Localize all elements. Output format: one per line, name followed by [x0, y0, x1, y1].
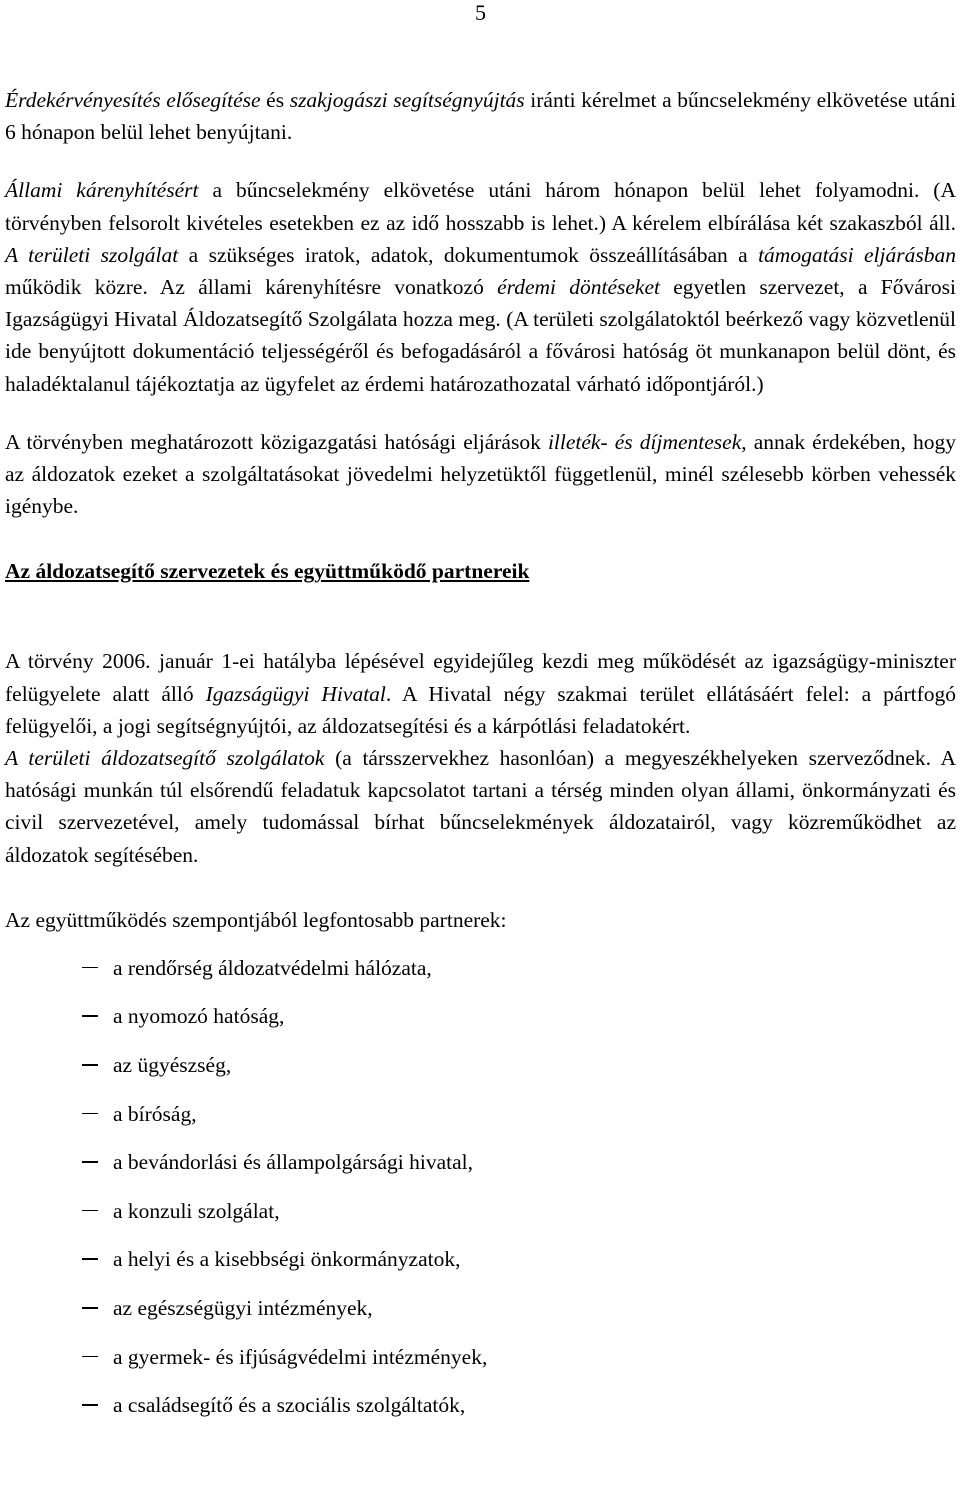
list-item — [5, 1341, 956, 1390]
text-run: működik közre. Az állami kárenyhítésre vonatkozó — [5, 275, 498, 300]
list-item-label: a bíróság, — [113, 1101, 197, 1126]
list-item-label: a bevándorlási és állampolgársági hivatal, — [113, 1150, 473, 1175]
emphasized-text: érdemi döntéseket — [497, 275, 660, 300]
partners-intro: Az együttműködés szempontjából legfontosabb partnerek: — [5, 907, 507, 932]
dash-bullet-icon — [82, 1258, 98, 1260]
emphasized-text: támogatási eljárásban — [758, 242, 956, 267]
dash-bullet-icon — [82, 1404, 98, 1406]
emphasized-text: A területi áldozatsegítő szolgálatok — [5, 746, 325, 771]
text-run: egyetlen szervezet, a Fővárosi Igazságügyi Hivatal Áldozatsegítő Szolgálata hozza meg. (A területi szolgálatoktól beérkező vagy közvetlenül ide benyújtott dokumentáció teljességéről és befogadásáról a fővárosi hatóság öt munkanapon belül dönt, és haladéktalanul tájékoztatja az ügyfelet az érdemi határozathozatal várható időpontjáról.) — [5, 275, 956, 396]
emphasized-text: Érdekérvényesítés elősegítése — [5, 88, 261, 112]
list-item — [5, 1098, 956, 1147]
list-item-label: a konzuli szolgálat, — [113, 1198, 280, 1223]
text-run: A törvényben meghatározott közigazgatási hatósági eljárások — [5, 429, 548, 454]
text-run: a bűncselekmény elkövetése utáni három hónapon belül lehet folyamodni. (A törvényben felsorolt kivételes esetekben ez az idő hosszabb is lehet.) A kérelem elbírálása két szakaszból áll. — [5, 178, 956, 235]
document-body — [5, 84, 956, 1438]
list-item — [5, 1049, 956, 1098]
paragraph-state-compensation — [5, 174, 956, 399]
list-item-label: a rendőrség áldozatvédelmi hálózata, — [113, 955, 432, 980]
text-run: iránti kérelmet a bűncselekmény elkövetése utáni 6 hónapon belül lehet benyújtani. — [5, 88, 956, 145]
dash-bullet-icon — [82, 1015, 98, 1017]
emphasized-text: Igazságügyi Hivatal — [205, 681, 386, 706]
text-run: . A Hivatal négy szakmai terület ellátásáért felel: a pártfogó felügyelői, a jogi segítségnyújtói, az áldozatsegítési és a kárpótlási feladatokért. — [5, 681, 956, 738]
list-item — [5, 1146, 956, 1195]
text-run: , annak érdekében, hogy az áldozatok ezeket a szolgáltatásokat jövedelmi helyzetüktől függetlenül, minél szélesebb körben vehessék igénybe. — [5, 429, 956, 519]
emphasized-text: A területi szolgálat — [5, 242, 179, 267]
list-item-label: a családsegítő és a szociális szolgáltatók, — [113, 1393, 466, 1418]
dash-bullet-icon — [82, 1356, 98, 1358]
list-item — [5, 952, 956, 1001]
emphasized-text: illeték- és díjmentesek — [547, 429, 742, 454]
text-run: (a társszervekhez hasonlóan) a megyeszékhelyeken szerveződnek. A hatósági munkán túl elsőrendű feladatuk kapcsolatot tartani a térség minden olyan állami, önkormányzati és civil szervezetével, amely tudomással bírhat bűncselekmények áldozatairól, vagy közreműködhet az áldozatok segítésében. — [5, 746, 956, 867]
dash-bullet-icon — [82, 1064, 98, 1066]
dash-bullet-icon — [82, 1161, 98, 1163]
emphasized-text: szakjogászi segítségnyújtás — [289, 88, 525, 112]
text-run: a szükséges iratok, adatok, dokumentumok összeállításában a — [178, 242, 759, 267]
paragraph-justice-office — [5, 645, 956, 742]
list-item-label: a helyi és a kisebbségi önkormányzatok, — [113, 1247, 461, 1272]
text-run: és — [260, 88, 290, 112]
section-heading: Az áldozatsegítő szervezetek és együttműködő partnereik — [5, 559, 530, 584]
partners-list — [5, 952, 956, 1438]
dash-bullet-icon — [82, 967, 98, 969]
list-item — [5, 1292, 956, 1341]
paragraph-fee-exemption — [5, 426, 956, 523]
page-number: 5 — [475, 0, 486, 25]
list-item — [5, 1000, 956, 1049]
emphasized-text: Állami kárenyhítésért — [5, 178, 199, 203]
list-item-label: a nyomozó hatóság, — [113, 1004, 285, 1029]
dash-bullet-icon — [82, 1113, 98, 1115]
list-item-label: a gyermek- és ifjúságvédelmi intézmények, — [113, 1344, 488, 1369]
dash-bullet-icon — [82, 1307, 98, 1309]
list-item — [5, 1243, 956, 1292]
text-run: A törvény 2006. január 1-ei hatályba lépésével egyidejűleg kezdi meg működését az igazságügy-miniszter felügyelete alatt álló — [5, 649, 956, 706]
list-item — [5, 1195, 956, 1244]
paragraph-claim-deadline — [5, 84, 956, 148]
dash-bullet-icon — [82, 1210, 98, 1212]
list-item-label: az egészségügyi intézmények, — [113, 1296, 373, 1321]
paragraph-regional-services — [5, 742, 956, 871]
list-item-label: az ügyészség, — [113, 1053, 232, 1078]
list-item — [5, 1389, 956, 1438]
